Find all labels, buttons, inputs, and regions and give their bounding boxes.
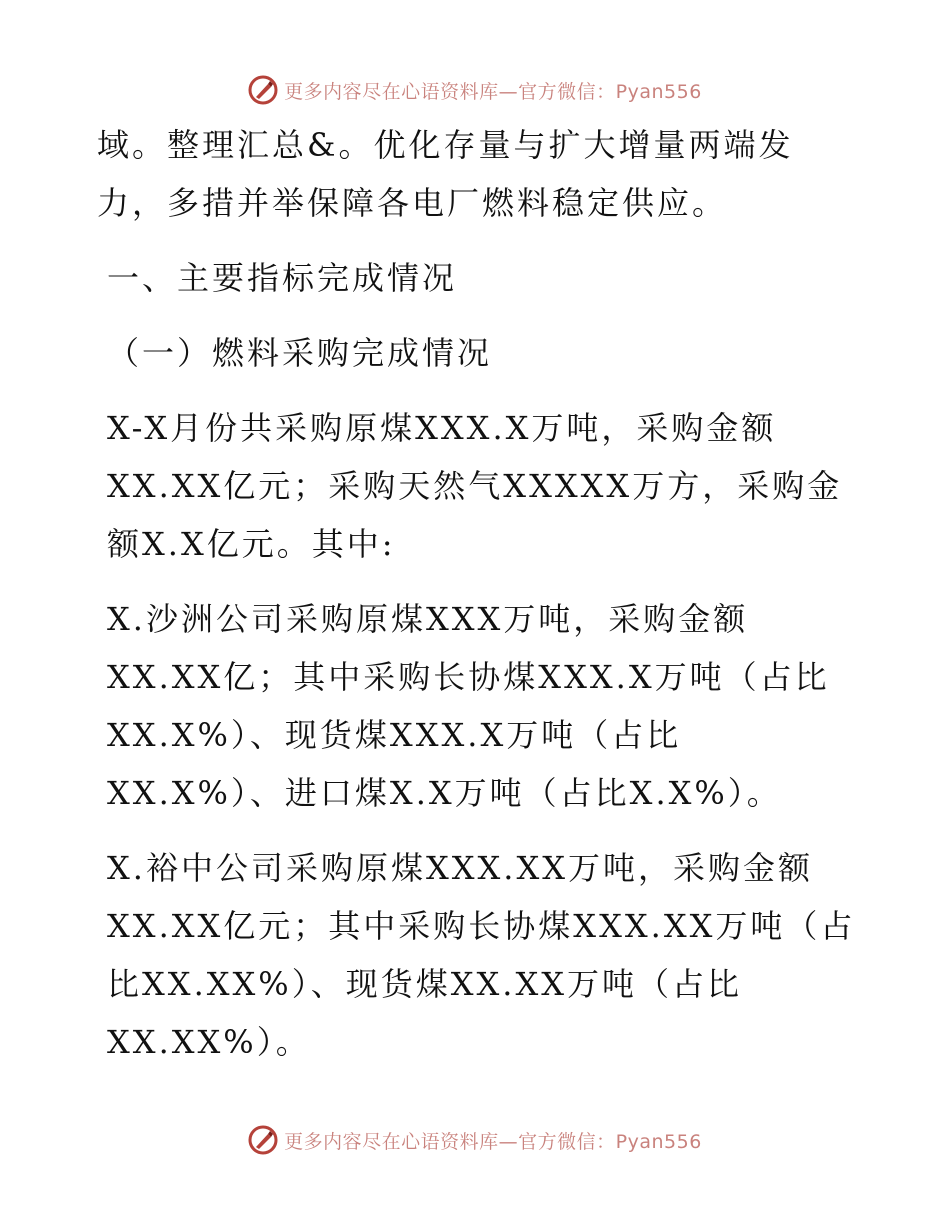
header-watermark bbox=[0, 70, 950, 110]
document-body bbox=[97, 116, 857, 1071]
paragraph-yuzhong: X.裕中公司采购原煤XXX.XX万吨，采购金额XX.XX亿元；其中采购长协煤XXX.XX万吨（占比XX.XX%）、现货煤XX.XX万吨（占比XX.XX%）。 bbox=[107, 849, 856, 1061]
watermark-text: 更多内容尽在心语资料库—官方微信：Pyan556 bbox=[284, 80, 702, 103]
subsection-heading: （一）燃料采购完成情况 bbox=[107, 334, 493, 372]
pen-logo-icon bbox=[248, 75, 278, 105]
paragraph-summary: X-X月份共采购原煤XXX.X万吨，采购金额XX.XX亿元；采购天然气XXXXX万方，采购金额X.X亿元。其中: bbox=[107, 409, 843, 563]
footer-watermark bbox=[0, 1120, 950, 1160]
paragraph-shazhou: X.沙洲公司采购原煤XXX万吨，采购金额XX.XX亿；其中采购长协煤XXX.X万吨（占比XX.X%）、现货煤XXX.X万吨（占比XX.X%）、进口煤X.X万吨（占比X.X%）。 bbox=[107, 600, 830, 812]
watermark-text: 更多内容尽在心语资料库—官方微信：Pyan556 bbox=[284, 1130, 702, 1153]
pen-logo-icon bbox=[248, 1125, 278, 1155]
section-heading: 一、主要指标完成情况 bbox=[107, 259, 458, 297]
paragraph-intro: 域。整理汇总&。优化存量与扩大增量两端发力，多措并举保障各电厂燃料稳定供应。 bbox=[97, 126, 794, 222]
